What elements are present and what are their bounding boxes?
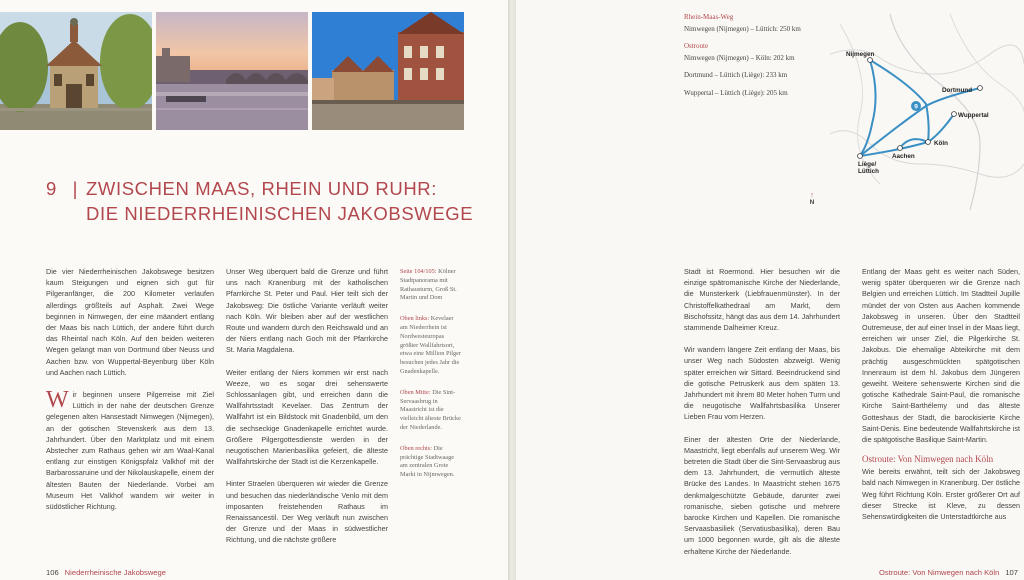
map-label-aachen: Aachen	[892, 153, 915, 160]
right-column-2	[862, 266, 1020, 522]
caption	[400, 389, 462, 433]
caption-text: Kölner Stadtpanorama mit Rathausturm, Groß St. Martin und Dom	[400, 268, 457, 302]
chapter-number	[46, 176, 86, 201]
north-indicator	[806, 192, 818, 206]
folio-right	[879, 568, 1018, 577]
photo-kevelaer-chapel	[0, 12, 152, 130]
caption-head: Oben links:	[400, 315, 430, 323]
legend-row: Wuppertal – Lüttich (Liège): 205 km	[684, 88, 788, 97]
page-number: 107	[1005, 568, 1018, 577]
caption-text: Die Sint-Servaasbrug in Maastricht ist die vielleicht älteste Brücke der Niederlande.	[400, 388, 461, 431]
right-column-1	[684, 266, 840, 557]
caption-text: Die prächtige Stadtwaage am zentralen Grote Markt in Nijmwegen.	[400, 444, 455, 479]
legend-row: Nimwegen (Nijmegen) – Lüttich: 250 km	[684, 24, 801, 33]
body-paragraph: Stadt ist Roermond. Hier besuchen wir die einzige spätromanische Kirche der Niederlande, die Munsterkerk (Liebfrauenmünster). In der Christoffelkathedraal am Markt, dem Bischofssitz, hängt das aus dem 14. Jahrhundert stammende Dalheimer Kreuz.	[684, 267, 840, 333]
caption-head: Seite 104/105:	[400, 268, 437, 275]
body-paragraph: Einer der ältesten Orte der Niederlande, Maastricht, liegt ebenfalls auf unserem Weg. Wir betreten die Stadt über die Sint-Servaasbrug aus dem 13. Jahrhundert, die vermutlich älteste Brücke des Landes. In Maastricht stehen 1675 denkmalgeschützte Gebäude, darunter zwei romanische, sieben gotische und mehrere barocke Kirchen und Kapellen. Die romanische Servaasbasiliek (Servatiusbasilika), deren Bau um 1000 begonnen wurde, gilt als die älteste erhaltene Kirche der Niederlande.	[684, 434, 840, 556]
chapter-title-line-1: ZWISCHEN MAAS, RHEIN UND RUHR:	[86, 178, 438, 199]
north-label: N	[809, 199, 815, 206]
route-map	[830, 14, 1024, 210]
map-label-dortmund: Dortmund	[942, 87, 973, 94]
body-paragraph: Wie bereits erwähnt, teilt sich der Jakobsweg bald nach Nimwegen in Kranenburg. Der östliche Weg führt Richtung Köln. Erster größerer Ort auf dieser Strecke ist Kleve, zu dessen Sehenswürdigkeiten die Unterstadtkirche aus	[862, 467, 1020, 522]
right-page	[516, 0, 1024, 580]
photo-maastricht-bridge	[156, 12, 308, 130]
left-column-2	[226, 266, 388, 546]
caption	[400, 445, 462, 480]
folio-left	[46, 568, 166, 577]
caption-head: Oben Mitte:	[400, 388, 431, 396]
photo-nijmegen-market	[312, 12, 464, 130]
chapter-title	[46, 176, 506, 226]
body-paragraph: Weiter entlang der Niers kommen wir erst nach Weeze, wo es sogar drei sehenswerte Schlossanlagen gibt, und erreichen dann die Wallfahrtsstadt Kevelaer. Das Zentrum der Wallfahrt ist ein Bildstock mit Gnadenbild, um den die sechseckige Gnadenkapelle errichtet wurde. Größere Pilgergottesdienste werden in der neugotischen Marienbasilika gefeiert, die älteste Wallfahrtskirche der Stadt ist die Kerzenkapelle.	[226, 367, 388, 467]
left-page	[0, 0, 508, 580]
caption	[400, 268, 462, 303]
caption-text: Kevelaer am Niederrhein ist Nordwesteuropas größter Wallfahrtsort, etwa eine Million Pilger besuchen jedes Jahr die Gnadenkapelle.	[400, 315, 462, 375]
map-label-wuppertal: Wuppertal	[958, 112, 989, 119]
caption-head: Oben rechts:	[400, 444, 432, 452]
chapter-number-text: 9	[46, 178, 57, 199]
page-number: 106	[46, 568, 59, 577]
book-gutter	[508, 0, 516, 580]
body-paragraph: Wir wandern längere Zeit entlang der Maas, bis unser Weg nach Südosten abzweigt. Wenig später erreichen wir Sittard. Beeindruckend sind die gotische Petruskerk aus dem späten 13. Jahrhundert mit ihrem 80 Meter hohen Turm und die neugotische Wallfahrtsbasilika Unserer Lieben Frau vom Herzen.	[684, 345, 840, 422]
section-subhead: Ostroute: Von Nimwegen nach Köln	[862, 454, 994, 465]
caption	[400, 315, 462, 377]
running-head: Ostroute: Von Nimwegen nach Köln	[879, 568, 1000, 577]
chapter-title-line-2: DIE NIEDERRHEINISCHEN JAKOBSWEGE	[86, 203, 474, 224]
body-paragraph: Unser Weg überquert bald die Grenze und führt uns nach Kranenburg mit der katholischen Pfarrkirche St. Peter und Paul. Hier teilt sich der Jakobsweg: Die östliche Variante verläuft weiter nach Köln. Wir bleiben aber auf der westlichen Route und wandern durch den Reichswald und an der Niers entlang nach Goch mit der Pfarrkirche St. Maria Magdalena.	[226, 267, 388, 355]
intro-paragraph: Die vier Niederrheinischen Jakobswege besitzen kaum Steigungen und eignen sich gut für Pilgeranfänger, die 200 Kilometer verlaufen allerdings größteils auf Asphalt. Zwei Wege beginnen in Nimwegen, der eine mäandert entlang der Maas bis nach Lüttich, der andere führt durch das Rheintal nach Köln. Auf den beiden weiteren Wegen gelangt man von Dortmund über Neuss und Aachen bzw. von Wuppertal-Beyenburg über Köln und Aachen nach Lüttich.	[46, 267, 214, 377]
map-label-liege: Liège/	[858, 161, 877, 168]
map-label-nijmegen: Nijmegen	[846, 51, 875, 58]
map-label-luettich: Lüttich	[858, 168, 879, 175]
north-arrow-icon: ↑	[810, 192, 814, 199]
legend-row: Dortmund – Lüttich (Liège): 233 km	[684, 71, 788, 80]
body-paragraph: Hinter Straelen überqueren wir wieder die Grenze und besuchen das niederländische Venlo mit dem imposanten freistehenden Rathaus im Renaissancestil. Der Weg verläuft nun zwischen der Grenze und der Maas in südwestlicher Richtung, und die nächste größere	[226, 479, 388, 545]
legend-head: Ostroute	[684, 42, 709, 51]
running-head: Niederrheinische Jakobswege	[64, 568, 166, 577]
left-column-1	[46, 266, 214, 512]
body-paragraph: Entlang der Maas geht es weiter nach Süden, wenig später überqueren wir die Grenze nach Belgien und erreichen Lüttich. Im Stadtteil Jupille mündet der von Osten aus Aachen kommende Jakobsweg in unseren. Über den Stadtteil Outremeuse, der auf einer Insel in der Maas liegt, erreichen wir unser Ziel, die Pilgerkirche St. Jakobus. Die ehemalige Abteikirche mit dem prächtig ausgeschmückten spätgotischen Innenraum ist dem hl. Jakobus dem Jüngeren geweiht. Weitere sehenswerte Kirchen sind die gotische Kathedrale Saint-Paul, die romanische Kirche Saint-Barthélemy und das älteste Gotteshaus der Stadt, die barockisierte Kirche Saint-Denis. Eine bedeutende Wallfahrtskirche ist die spätgotische Basilique Saint-Martin.	[862, 267, 1020, 445]
chapter-separator: |	[72, 178, 79, 199]
dropcap-letter: W	[46, 387, 69, 414]
legend-row: Nimwegen (Nijmegen) – Köln: 202 km	[684, 53, 795, 62]
dropcap-paragraph	[46, 389, 214, 512]
dropcap-paragraph-text: ir beginnen unsere Pilgerreise mit Ziel Lüttich in der nahe der deutschen Grenze gelegenen alten Hansestadt Nimwegen (Nijmegen), an der gotischen Stevenskerk aus dem 13. Jahrhundert. Über den Marktplatz und mit einem Abstecher zum Rathaus gehen wir am Waal-Kanal entlang zur einstigen Königspfalz Valkhof mit der Barbarossaruine und der Nikolauskapelle, einem der ältesten Bauten der Niederlande. Vorbei am Museum Het Valkhof wandern wir weiter in südöstlicher Richtung.	[46, 390, 214, 512]
map-label-koeln: Köln	[934, 140, 948, 147]
legend-head: Rhein-Maas-Weg	[684, 13, 734, 21]
route-number-badge: 9	[914, 103, 918, 111]
captions	[400, 268, 462, 480]
